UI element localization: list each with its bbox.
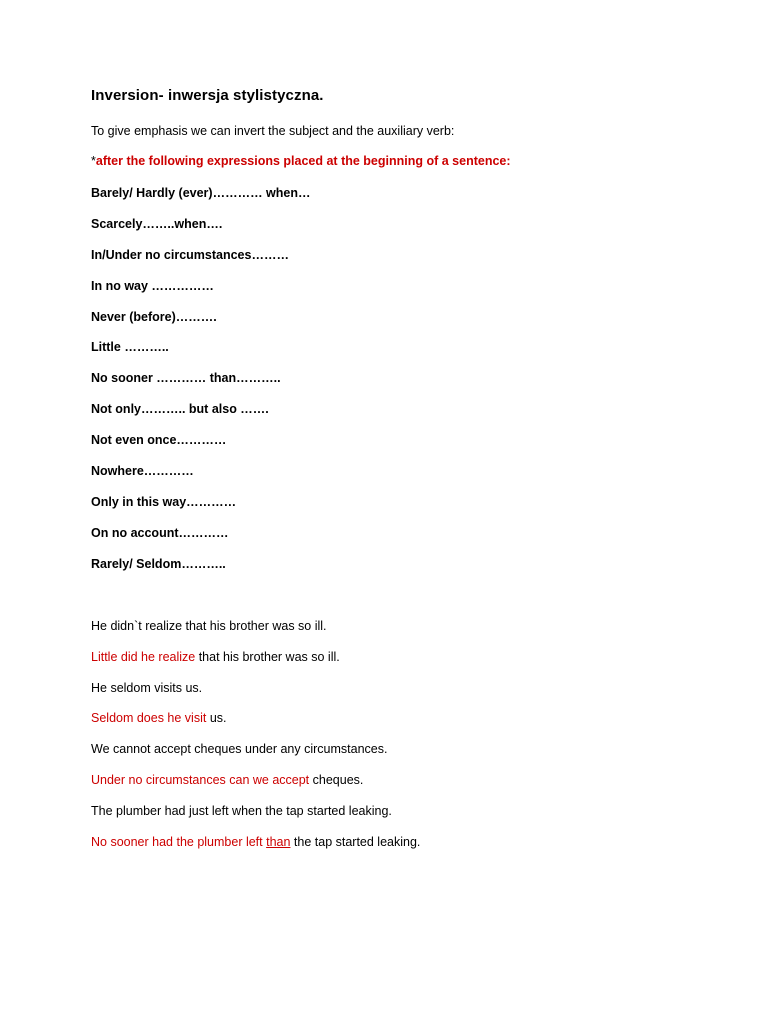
note-line [91,153,511,169]
inverted-phrase: No sooner had the plumber left [91,835,267,849]
expression-item: In/Under no circumstances……… [91,248,289,262]
expression-item: Barely/ Hardly (ever)………… when… [91,186,311,200]
expression-item: Never (before)………. [91,310,217,324]
document-title: Inversion- inwersja stylistyczna. [91,87,324,104]
expression-item: Little ……….. [91,340,169,354]
example-inverted-sentence [91,834,420,850]
expression-item: No sooner ………… than……….. [91,371,281,385]
sentence-rest: that his brother was so ill. [195,650,340,664]
expression-item: Nowhere………… [91,464,194,478]
expression-item: On no account………… [91,526,229,540]
inverted-phrase: Little did he realize [91,650,196,664]
expression-item: Not only……….. but also ……. [91,402,269,416]
underlined-word: than [266,835,291,849]
example-plain-sentence: The plumber had just left when the tap started leaking. [91,804,392,818]
example-inverted-sentence [91,772,363,788]
sentence-rest: the tap started leaking. [290,835,421,849]
expression-item: Rarely/ Seldom……….. [91,557,226,571]
sentence-rest: us. [206,711,227,725]
example-inverted-sentence [91,710,227,726]
intro-text: To give emphasis we can invert the subject and the auxiliary verb: [91,124,455,138]
example-plain-sentence: He seldom visits us. [91,681,203,695]
expression-item: Scarcely……..when…. [91,217,223,231]
expression-item: Not even once………… [91,433,227,447]
example-inverted-sentence [91,649,340,665]
example-plain-sentence: We cannot accept cheques under any circumstances. [91,742,388,756]
expression-item: In no way …………… [91,279,214,293]
sentence-rest: cheques. [309,773,364,787]
note-prefix: * [91,154,96,168]
note-text: after the following expressions placed at the beginning of a sentence: [95,154,511,168]
inverted-phrase: Seldom does he visit [91,711,207,725]
example-plain-sentence: He didn`t realize that his brother was so ill. [91,619,327,633]
inverted-phrase: Under no circumstances can we accept [91,773,310,787]
expression-item: Only in this way………… [91,495,237,509]
